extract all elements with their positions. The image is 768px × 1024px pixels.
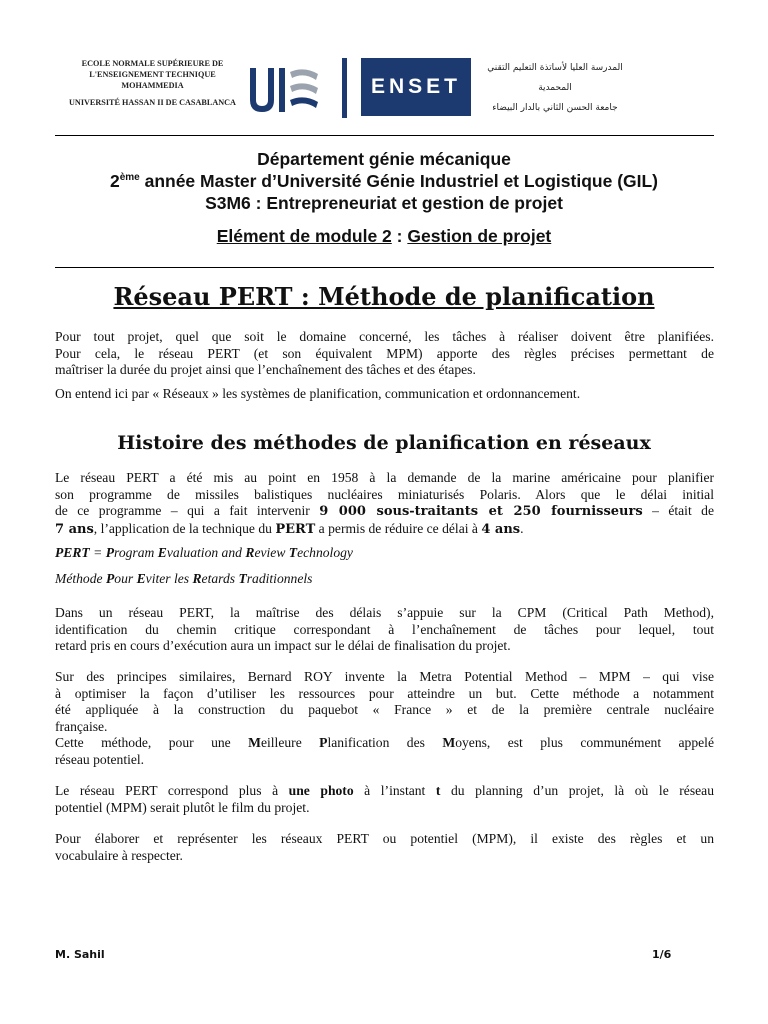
enset-logo: ENSET [361,58,471,116]
school-name-arabic-line: المحمدية [538,83,572,93]
department-title: Département génie mécanique [257,149,511,169]
school-name-line: ECOLE NORMALE SUPÉRIEURE DE [81,59,224,68]
school-logo-french [60,52,245,122]
intro-definition: On entend ici par « Réseaux » les systèmes de planification, communication et ordonnancement. [55,386,581,401]
page-number: 1/6 [652,948,672,961]
header-separator [342,58,347,118]
school-logo-arabic [480,58,630,118]
university-logo-icon [246,58,326,118]
school-name-arabic-line: المدرسة العليا لأساتذة التعليم التقني [487,63,623,73]
school-name-line: L'ENSEIGNEMENT TECHNIQUE [89,70,216,79]
intro-paragraph: Pour tout projet, quel que soit le domaine concerné, les tâches à réaliser doivent être planifiées. Pour cela, le réseau PERT (et son équivalent MPM) apporte des règles précises permettant de maîtriser la durée du projet ainsi que l’enchaînement des tâches et des étapes. [55,329,714,378]
school-name-line: MOHAMMEDIA [121,81,184,90]
pert-acronym-definition: PERT = Program Evaluation and Review Technology [55,545,353,560]
course-title: S3M6 : Entrepreneuriat et gestion de projet [205,193,563,213]
page-title: Réseau PERT : Méthode de planification [113,282,655,311]
divider [55,135,714,136]
divider [55,267,714,268]
section-title: Histoire des méthodes de planification en réseaux [117,432,651,454]
program-title: 2ème année Master d’Université Génie Industriel et Logistique (GIL) [109,171,659,191]
module-element-title: Elément de module 2 : Gestion de projet [216,226,552,246]
school-name-arabic-line: جامعة الحسن الثاني بالدار البيضاء [492,103,618,113]
photo-paragraph: Le réseau PERT correspond plus à une photo à l’instant t du planning d’un projet, là où le réseau potentiel (MPM) serait plutôt le film du projet. [55,783,714,815]
mpm-paragraph: Sur des principes similaires, Bernard ROY invente la Metra Potential Method – MPM – qui vise à optimiser la façon d’utiliser les ressources pour atteindre un but. Cette méthode a notamment été appliquée à la construction du paquebot « France » et de la première centrale nucléaire française. Cette méthode, pour une Meilleure Planification des Moyens, est plus communément appelé réseau potentiel. [55,669,714,767]
history-paragraph: Le réseau PERT a été mis au point en 1958 à la demande de la marine américaine pour planifier son programme de missiles balistiques nucléaires miniaturisés Polaris. Alors que le délai initial de ce programme – qui a fait intervenir 9 000 sous-traitants et 250 fournisseurs – était de 7 ans, l’application de la technique du PERT a permis de réduire ce délai à 4 ans. [55,470,715,537]
footer-author: M. Sahil [55,948,105,961]
method-acronym-definition: Méthode Pour Eviter les Retards Traditionnels [55,571,313,586]
rules-paragraph: Pour élaborer et représenter les réseaux PERT ou potentiel (MPM), il existe des règles et un vocabulaire à respecter. [55,831,714,863]
university-name: UNIVERSITÉ HASSAN II DE CASABLANCA [69,98,236,107]
cpm-paragraph: Dans un réseau PERT, la maîtrise des délais s’appuie sur la CPM (Critical Path Method), identification du chemin critique correspondant à l’enchaînement de tâches pour lequel, tout retard pris en cours d’exécution aura un impact sur le délai de finalisation du projet. [55,605,714,654]
